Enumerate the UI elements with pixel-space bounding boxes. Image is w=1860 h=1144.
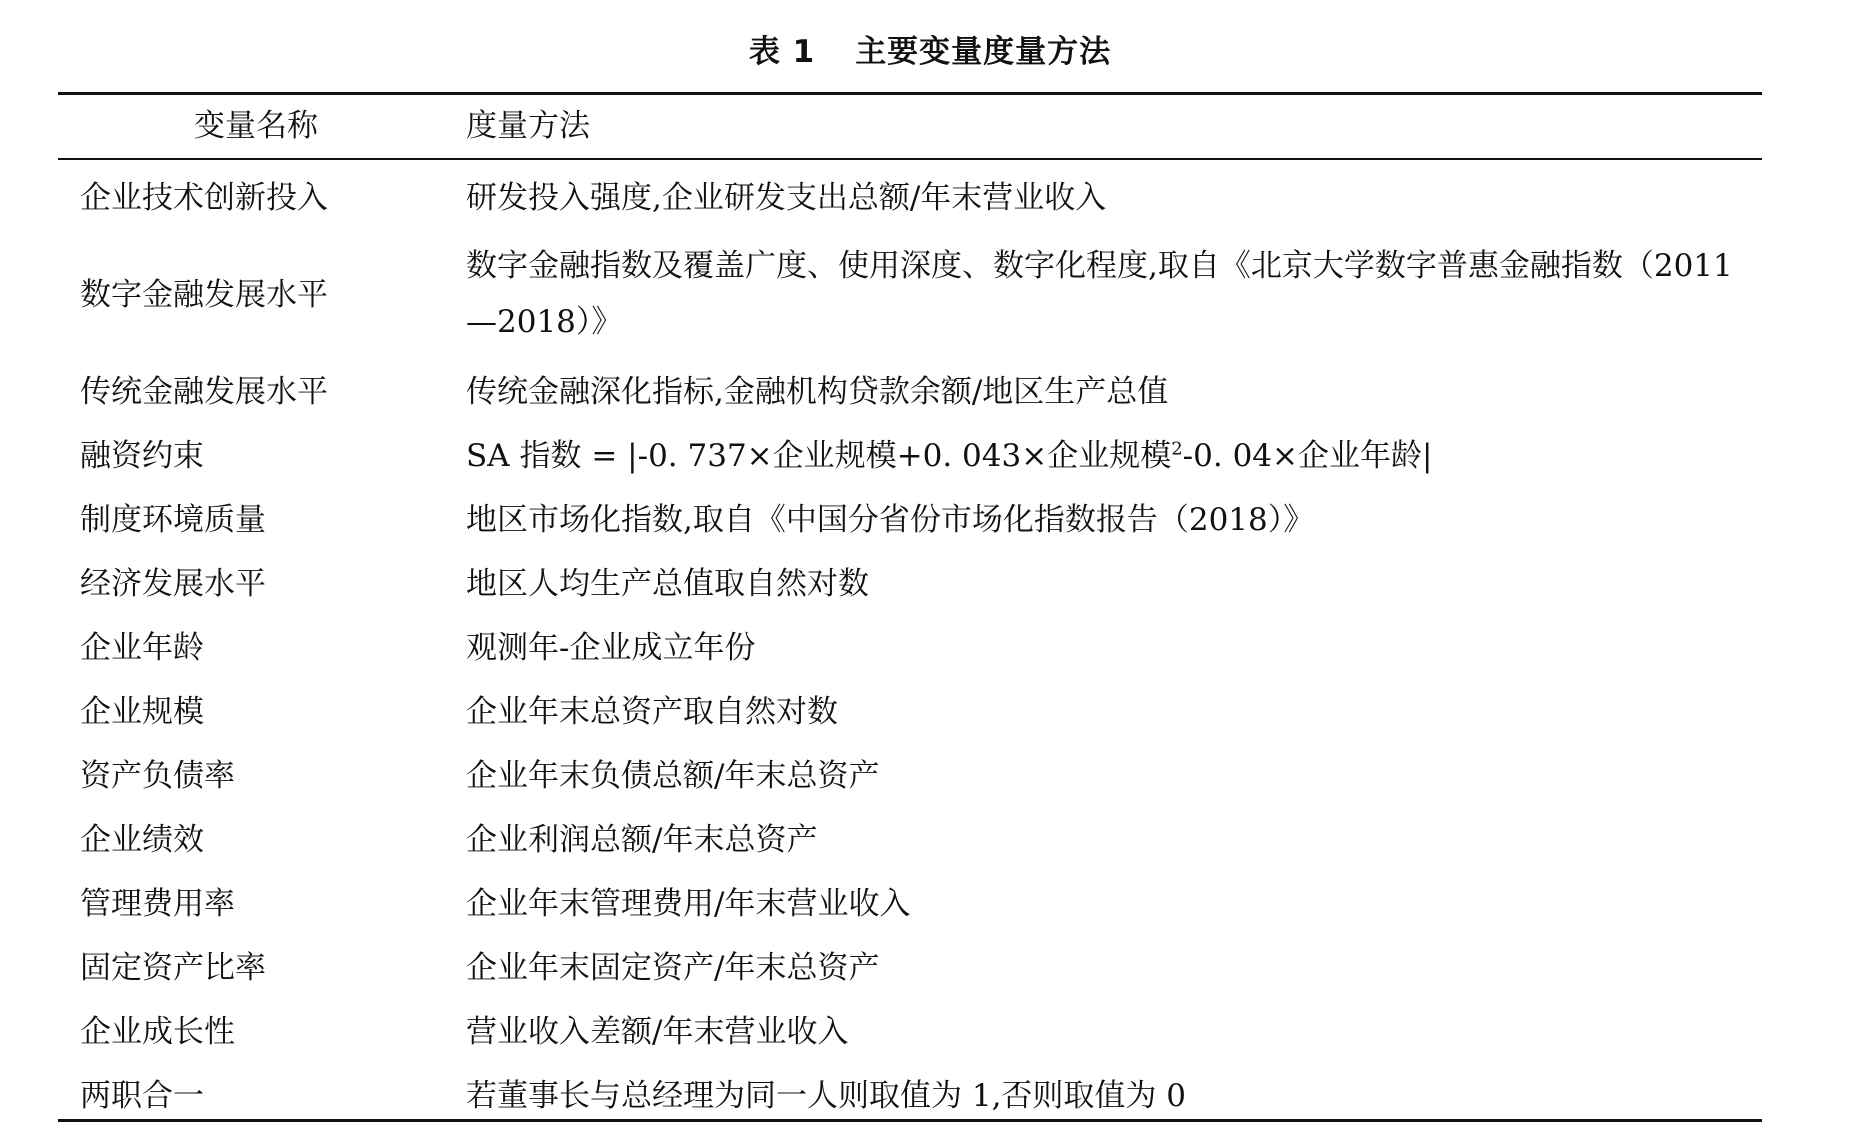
- header-rule: [58, 158, 1762, 160]
- variable-name: 企业成长性: [80, 1014, 235, 1050]
- bottom-rule: [58, 1119, 1762, 1122]
- variable-name: 数字金融发展水平: [80, 277, 328, 313]
- measurement-method: 数字金融指数及覆盖广度、使用深度、数字化程度,取自《北京大学数字普惠金融指数（2011—2018）》: [466, 248, 1733, 340]
- sa-formula-part-1: SA 指数 = |-0. 737×企业规模+0. 043×企业规模: [466, 438, 1172, 474]
- table-title: 主要变量度量方法: [855, 34, 1112, 70]
- table-body: [0, 166, 1860, 1128]
- table-row: [0, 872, 1860, 936]
- table-row: [0, 488, 1860, 552]
- variable-name: 管理费用率: [80, 886, 235, 922]
- variable-name: 企业绩效: [80, 822, 204, 858]
- table-header: [0, 100, 1860, 152]
- variable-name: 固定资产比率: [80, 950, 266, 986]
- variable-name: 传统金融发展水平: [80, 374, 328, 410]
- variable-name: 制度环境质量: [80, 502, 266, 538]
- table-row: [0, 680, 1860, 744]
- variable-name: 融资约束: [80, 438, 204, 474]
- sa-formula-exponent: 2: [1171, 438, 1183, 460]
- measurement-method: 企业年末负债总额/年末总资产: [466, 758, 880, 794]
- measurement-method: 观测年-企业成立年份: [466, 630, 756, 666]
- measurement-method: 地区人均生产总值取自然对数: [466, 566, 869, 602]
- header-measurement-method: 度量方法: [466, 108, 590, 144]
- table-row: [0, 1000, 1860, 1064]
- table-row: [0, 230, 1860, 360]
- top-rule: [58, 92, 1762, 95]
- variable-name: 两职合一: [80, 1078, 204, 1114]
- measurement-method: 研发投入强度,企业研发支出总额/年末营业收入: [466, 180, 1107, 216]
- table-number: 表 1: [748, 34, 816, 70]
- variable-name: 资产负债率: [80, 758, 235, 794]
- measurement-method: 企业年末总资产取自然对数: [466, 694, 838, 730]
- measurement-method: 传统金融深化指标,金融机构贷款余额/地区生产总值: [466, 374, 1169, 410]
- variable-name: 企业技术创新投入: [80, 180, 328, 216]
- sa-formula-part-2: -0. 04×企业年龄|: [1182, 438, 1433, 474]
- table-row: [0, 552, 1860, 616]
- table-row: [0, 936, 1860, 1000]
- table-row: [0, 360, 1860, 424]
- table-row: [0, 616, 1860, 680]
- table-row: [0, 424, 1860, 488]
- variable-name: 企业规模: [80, 694, 204, 730]
- variable-name: 企业年龄: [80, 630, 204, 666]
- measurement-method: 企业利润总额/年末总资产: [466, 822, 818, 858]
- variable-name: 经济发展水平: [80, 566, 266, 602]
- table-caption: [0, 30, 1860, 74]
- measurement-method: 地区市场化指数,取自《中国分省份市场化指数报告（2018）》: [466, 502, 1315, 538]
- measurement-method: 若董事长与总经理为同一人则取值为 1,否则取值为 0: [466, 1078, 1187, 1114]
- measurement-method: 营业收入差额/年末营业收入: [466, 1014, 849, 1050]
- table-row: [0, 808, 1860, 872]
- measurement-method: 企业年末固定资产/年末总资产: [466, 950, 880, 986]
- measurement-method: 企业年末管理费用/年末营业收入: [466, 886, 911, 922]
- table-row: [0, 166, 1860, 230]
- table-row: [0, 744, 1860, 808]
- header-variable-name: 变量名称: [194, 108, 318, 144]
- measurement-method: [466, 424, 1756, 488]
